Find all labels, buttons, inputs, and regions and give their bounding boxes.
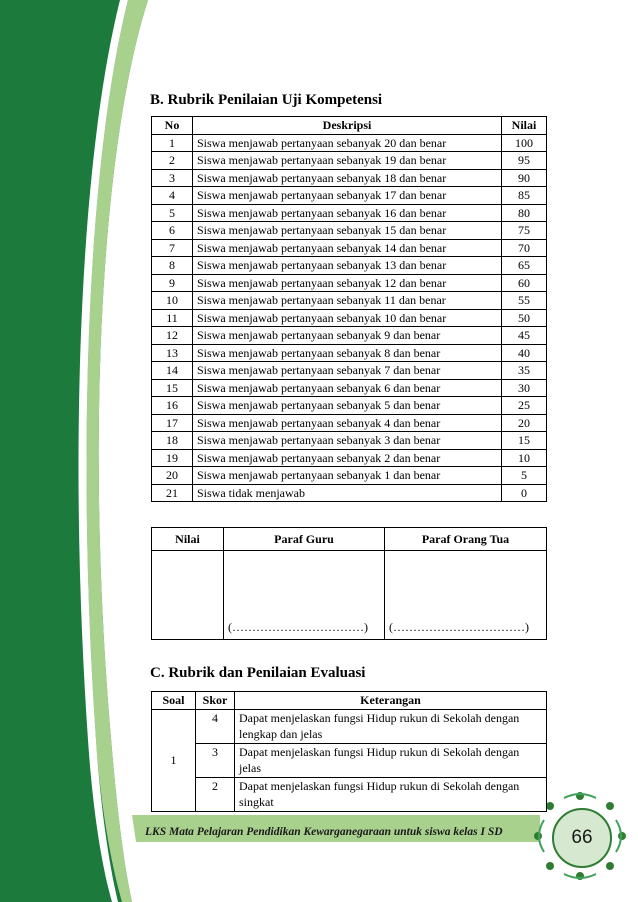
row-deskripsi: Siswa menjawab pertanyaan sebanyak 14 dan benar [193, 239, 502, 257]
header-nilai: Nilai [152, 528, 224, 551]
table-row [152, 169, 547, 187]
row-deskripsi: Siswa menjawab pertanyaan sebanyak 7 dan benar [193, 362, 502, 380]
row-no: 14 [152, 362, 193, 380]
skor-cell: 4 [196, 709, 235, 743]
table-row [152, 187, 547, 205]
row-nilai: 20 [502, 414, 547, 432]
row-no: 11 [152, 309, 193, 327]
table-row [152, 362, 547, 380]
skor-cell: 3 [196, 743, 235, 777]
header-skor: Skor [196, 692, 235, 710]
row-no: 3 [152, 169, 193, 187]
row-nilai: 35 [502, 362, 547, 380]
row-nilai: 90 [502, 169, 547, 187]
row-deskripsi: Siswa menjawab pertanyaan sebanyak 6 dan benar [193, 379, 502, 397]
row-nilai: 80 [502, 204, 547, 222]
row-nilai: 0 [502, 484, 547, 502]
sign-row [152, 551, 547, 640]
table-row [152, 449, 547, 467]
header-paraf-guru: Paraf Guru [224, 528, 385, 551]
table-row [152, 414, 547, 432]
row-no: 21 [152, 484, 193, 502]
row-no: 18 [152, 432, 193, 450]
table-row [152, 484, 547, 502]
header-deskripsi: Deskripsi [193, 117, 502, 135]
row-nilai: 10 [502, 449, 547, 467]
row-no: 15 [152, 379, 193, 397]
section-b-title: B. Rubrik Penilaian Uji Kompetensi [150, 92, 383, 108]
row-no: 1 [152, 134, 193, 152]
row-nilai: 60 [502, 274, 547, 292]
row-nilai: 65 [502, 257, 547, 275]
row-no: 2 [152, 152, 193, 170]
row-nilai: 45 [502, 327, 547, 345]
row-deskripsi: Siswa menjawab pertanyaan sebanyak 10 dan benar [193, 309, 502, 327]
table-row [152, 379, 547, 397]
row-no: 12 [152, 327, 193, 345]
table-row [152, 274, 547, 292]
row-deskripsi: Siswa menjawab pertanyaan sebanyak 4 dan benar [193, 414, 502, 432]
guru-sign-line: (……………………………) [224, 551, 385, 640]
row-no: 20 [152, 467, 193, 485]
table-row [152, 309, 547, 327]
row-nilai: 70 [502, 239, 547, 257]
row-no: 17 [152, 414, 193, 432]
table-row [152, 239, 547, 257]
row-nilai: 100 [502, 134, 547, 152]
row-no: 16 [152, 397, 193, 415]
row-deskripsi: Siswa menjawab pertanyaan sebanyak 13 dan benar [193, 257, 502, 275]
row-nilai: 55 [502, 292, 547, 310]
table-row [152, 292, 547, 310]
row-nilai: 25 [502, 397, 547, 415]
row-deskripsi: Siswa menjawab pertanyaan sebanyak 16 dan benar [193, 204, 502, 222]
uji-kompetensi-table [151, 116, 547, 502]
keterangan-cell: Dapat menjelaskan fungsi Hidup rukun di Sekolah dengan lengkap dan jelas [235, 709, 547, 743]
header-nilai: Nilai [502, 117, 547, 135]
header-no: No [152, 117, 193, 135]
row-nilai: 95 [502, 152, 547, 170]
keterangan-cell: Dapat menjelaskan fungsi Hidup rukun di Sekolah dengan singkat [235, 777, 547, 811]
table-row [152, 327, 547, 345]
table-row [152, 397, 547, 415]
page-number: 66 [552, 808, 612, 868]
header-soal: Soal [152, 692, 196, 710]
row-deskripsi: Siswa menjawab pertanyaan sebanyak 15 dan benar [193, 222, 502, 240]
row-no: 19 [152, 449, 193, 467]
footer-text: LKS Mata Pelajaran Pendidikan Kewarganegaraan untuk siswa kelas I SD [145, 826, 503, 838]
table-row [152, 709, 547, 743]
row-nilai: 5 [502, 467, 547, 485]
table-row [152, 344, 547, 362]
table-row [152, 257, 547, 275]
table-row [152, 152, 547, 170]
row-deskripsi: Siswa menjawab pertanyaan sebanyak 17 dan benar [193, 187, 502, 205]
row-deskripsi: Siswa menjawab pertanyaan sebanyak 19 dan benar [193, 152, 502, 170]
row-no: 13 [152, 344, 193, 362]
row-no: 7 [152, 239, 193, 257]
table-header-row [152, 117, 547, 135]
row-deskripsi: Siswa menjawab pertanyaan sebanyak 8 dan benar [193, 344, 502, 362]
table-row [152, 467, 547, 485]
row-deskripsi: Siswa menjawab pertanyaan sebanyak 2 dan benar [193, 449, 502, 467]
row-deskripsi: Siswa menjawab pertanyaan sebanyak 11 dan benar [193, 292, 502, 310]
table-header-row [152, 528, 547, 551]
section-c-title: C. Rubrik dan Penilaian Evaluasi [150, 665, 366, 681]
row-deskripsi: Siswa menjawab pertanyaan sebanyak 20 dan benar [193, 134, 502, 152]
row-nilai: 75 [502, 222, 547, 240]
row-deskripsi: Siswa menjawab pertanyaan sebanyak 12 dan benar [193, 274, 502, 292]
soal-cell: 1 [152, 709, 196, 811]
row-deskripsi: Siswa menjawab pertanyaan sebanyak 1 dan benar [193, 467, 502, 485]
table-row [152, 204, 547, 222]
table-row [152, 743, 547, 777]
table-row [152, 222, 547, 240]
row-deskripsi: Siswa menjawab pertanyaan sebanyak 18 dan benar [193, 169, 502, 187]
table-header-row [152, 692, 547, 710]
row-nilai: 50 [502, 309, 547, 327]
header-paraf-orang-tua: Paraf Orang Tua [385, 528, 547, 551]
row-no: 8 [152, 257, 193, 275]
row-no: 9 [152, 274, 193, 292]
row-no: 4 [152, 187, 193, 205]
nilai-cell [152, 551, 224, 640]
row-deskripsi: Siswa tidak menjawab [193, 484, 502, 502]
row-deskripsi: Siswa menjawab pertanyaan sebanyak 5 dan benar [193, 397, 502, 415]
header-keterangan: Keterangan [235, 692, 547, 710]
row-no: 10 [152, 292, 193, 310]
ortu-sign-line: (……………………………) [385, 551, 547, 640]
keterangan-cell: Dapat menjelaskan fungsi Hidup rukun di Sekolah dengan jelas [235, 743, 547, 777]
row-deskripsi: Siswa menjawab pertanyaan sebanyak 3 dan benar [193, 432, 502, 450]
row-nilai: 40 [502, 344, 547, 362]
row-nilai: 15 [502, 432, 547, 450]
row-nilai: 30 [502, 379, 547, 397]
table-row [152, 777, 547, 811]
row-nilai: 85 [502, 187, 547, 205]
evaluasi-table [151, 691, 547, 812]
row-deskripsi: Siswa menjawab pertanyaan sebanyak 9 dan benar [193, 327, 502, 345]
paraf-table [151, 527, 547, 640]
table-row [152, 432, 547, 450]
table-row [152, 134, 547, 152]
row-no: 5 [152, 204, 193, 222]
skor-cell: 2 [196, 777, 235, 811]
row-no: 6 [152, 222, 193, 240]
